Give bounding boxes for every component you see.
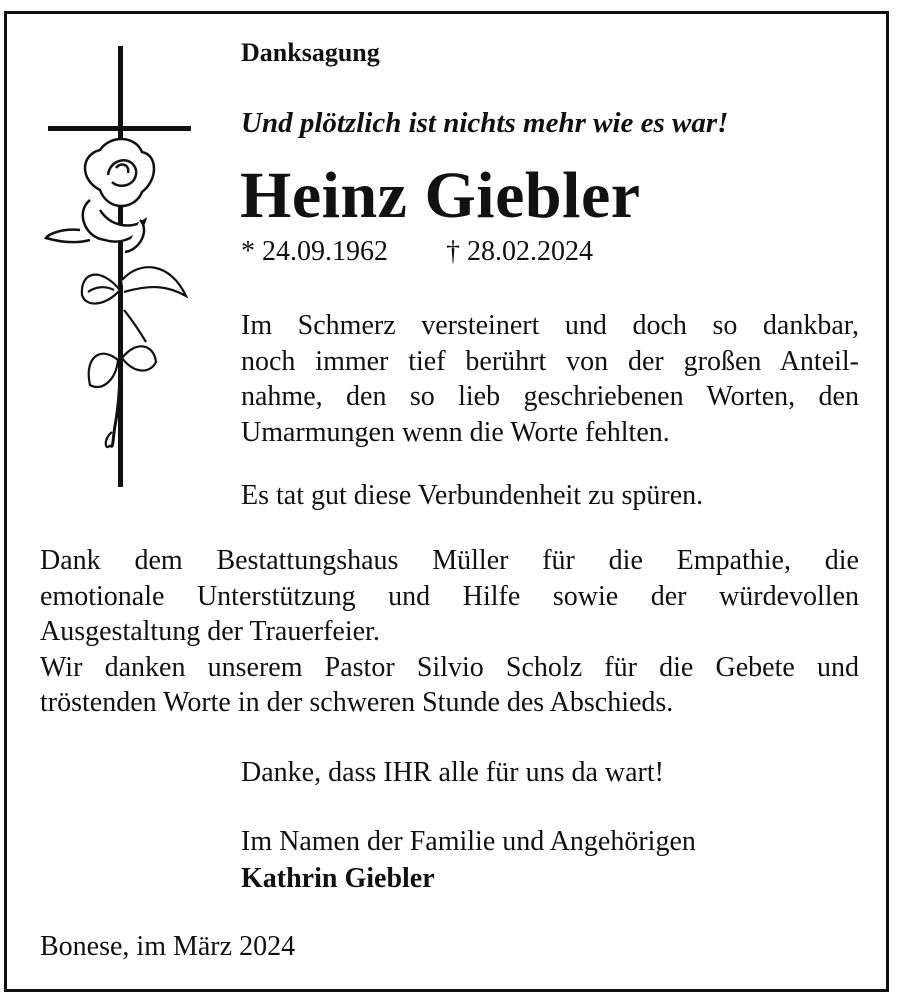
- deceased-name: Heinz Giebler: [240, 159, 641, 232]
- closing-line: Danke, dass IHR alle für uns da wart!: [241, 757, 664, 788]
- text-line: nahme, den so lieb geschriebenen Worten, den: [241, 381, 859, 412]
- text-line: emotionale Unterstützung und Hilfe sowie der würdevollen: [40, 580, 859, 612]
- on-behalf-line: Im Namen der Familie und Angehörigen: [241, 826, 696, 857]
- paragraph-solidarity: Es tat gut diese Verbundenheit zu spüren.: [241, 480, 704, 511]
- place-date: Bonese, im März 2024: [40, 931, 296, 962]
- text-line: Ausgestaltung der Trauerfeier.: [40, 616, 380, 647]
- text-line: Dank dem Bestattungshaus Müller für die Empathie, die: [40, 545, 859, 576]
- text-line: Wir danken unserem Pastor Silvio Scholz für die Gebete und: [40, 651, 859, 683]
- motto: Und plötzlich ist nichts mehr wie es war!: [241, 107, 729, 139]
- birth-date: * 24.09.1962: [241, 236, 388, 267]
- text-line: noch immer tief berührt von der großen Anteil-: [241, 345, 859, 377]
- text-line: Im Schmerz versteinert und doch so dankbar,: [241, 310, 859, 341]
- life-dates: [241, 236, 593, 268]
- cross-with-rose-icon: [40, 40, 200, 490]
- paragraph-gratitude: [241, 308, 859, 450]
- heading: Danksagung: [241, 38, 380, 67]
- death-date: † 28.02.2024: [446, 236, 593, 267]
- text-line: Umarmungen wenn die Worte fehlten.: [241, 416, 670, 448]
- paragraph-thanks: [40, 543, 859, 721]
- signer-name: Kathrin Giebler: [241, 863, 435, 894]
- text-line: tröstenden Worte in der schweren Stunde des Abschieds.: [40, 687, 674, 718]
